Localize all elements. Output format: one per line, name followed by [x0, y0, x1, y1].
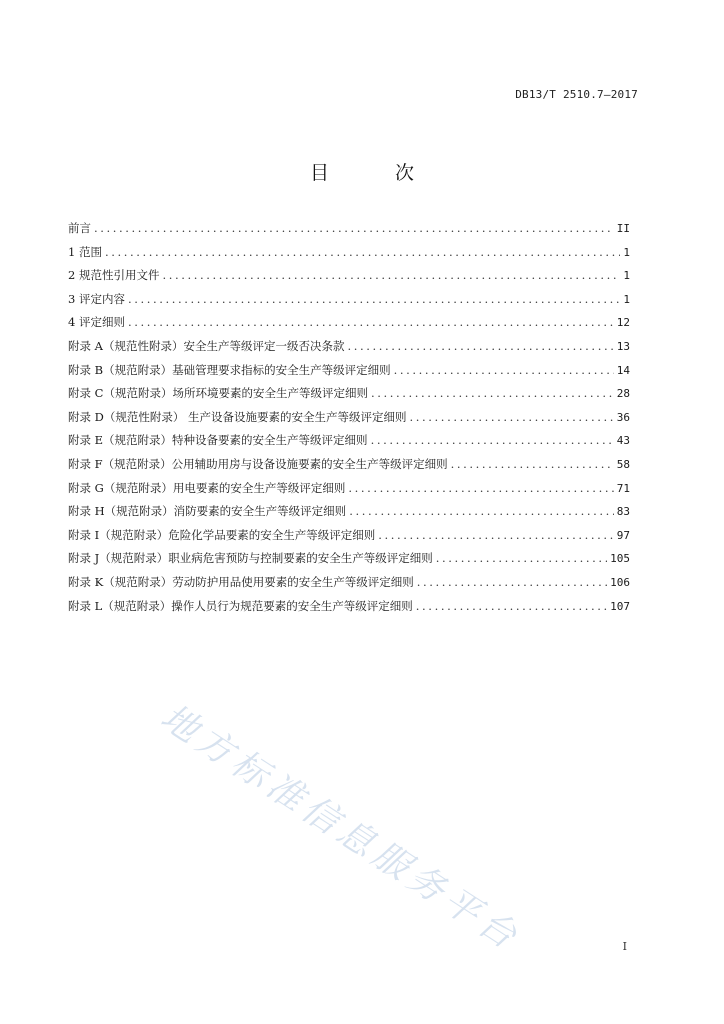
page-number: I — [622, 940, 627, 953]
toc-entry-page: 71 — [616, 481, 630, 495]
toc-entry-page: 97 — [616, 528, 630, 542]
toc-entry-label: 附录 G（规范附录）用电要素的安全生产等级评定细则 — [68, 480, 346, 495]
toc-entry-page: 36 — [616, 410, 630, 424]
toc-entry-label: 附录 L（规范附录）操作人员行为规范要素的安全生产等级评定细则 — [68, 598, 413, 613]
toc-dot-leader — [416, 597, 607, 615]
toc-entry-page: 1 — [623, 269, 630, 283]
toc-dot-leader — [348, 479, 613, 497]
toc-dot-leader — [451, 455, 614, 473]
toc-entry[interactable] — [68, 597, 630, 621]
toc-entry-label: 附录 A（规范性附录）安全生产等级评定一级否决条款 — [68, 338, 345, 353]
toc-entry[interactable] — [68, 290, 630, 314]
toc-entry-label: 3 评定内容 — [68, 291, 125, 306]
toc-entry[interactable] — [68, 573, 630, 597]
toc-dot-leader — [410, 408, 614, 426]
toc-entry[interactable] — [68, 431, 630, 455]
toc-entry-page: 105 — [610, 552, 630, 566]
toc-entry-label: 附录 I（规范附录）危险化学品要素的安全生产等级评定细则 — [68, 527, 376, 542]
toc-entry-label: 4 评定细则 — [68, 315, 125, 330]
toc-dot-leader — [371, 431, 614, 449]
page-title: 目 次 — [309, 162, 445, 184]
toc-entry-page: 43 — [616, 434, 630, 448]
toc-entry-page: 83 — [616, 505, 630, 519]
toc-entry[interactable] — [68, 549, 630, 573]
toc-entry[interactable] — [68, 526, 630, 550]
toc-entry-label: 附录 C（规范附录）场所环境要素的安全生产等级评定细则 — [68, 386, 368, 401]
toc-dot-leader — [347, 337, 613, 355]
toc-entry-label: 附录 D（规范性附录） 生产设备设施要素的安全生产等级评定细则 — [68, 409, 407, 424]
toc-entry[interactable] — [68, 266, 630, 290]
toc-entry[interactable] — [68, 479, 630, 503]
toc-dot-leader — [162, 266, 620, 284]
toc-dot-leader — [94, 219, 614, 237]
toc-entry-page: 106 — [610, 575, 630, 589]
toc-entry[interactable] — [68, 384, 630, 408]
toc-dot-leader — [436, 549, 607, 567]
toc-entry-label: 前言 — [68, 221, 91, 235]
toc-entry-label: 附录 J（规范附录）职业病危害预防与控制要素的安全生产等级评定细则 — [68, 551, 433, 566]
watermark: 地方标准信息服务平台 — [153, 696, 528, 960]
toc-entry-page: 12 — [616, 316, 630, 330]
toc-entry[interactable] — [68, 408, 630, 432]
toc-entry-page: 58 — [616, 457, 630, 471]
toc-entry-page: 13 — [616, 339, 630, 353]
toc-dot-leader — [128, 313, 614, 331]
toc-entry-label: 附录 E（规范附录）特种设备要素的安全生产等级评定细则 — [68, 433, 368, 448]
toc-entry-page: 14 — [616, 363, 630, 377]
toc-entry[interactable] — [68, 243, 630, 267]
toc-dot-leader — [349, 502, 614, 520]
toc-entry[interactable] — [68, 337, 630, 361]
toc-dot-leader — [371, 384, 614, 402]
document-code: DB13/T 2510.7—2017 — [515, 88, 638, 101]
toc-entry-page: 1 — [623, 245, 630, 259]
toc-entry-page: II — [616, 222, 630, 235]
toc-entry[interactable] — [68, 502, 630, 526]
toc-entry-page: 1 — [623, 292, 630, 306]
toc-entry-label: 附录 F（规范附录）公用辅助用房与设备设施要素的安全生产等级评定细则 — [68, 456, 448, 471]
toc-entry[interactable] — [68, 455, 630, 479]
toc-entry-label: 附录 H（规范附录）消防要素的安全生产等级评定细则 — [68, 504, 347, 519]
toc-entry-page: 107 — [610, 599, 630, 613]
toc-dot-leader — [394, 361, 614, 379]
toc-entry-label: 2 规范性引用文件 — [68, 268, 160, 283]
toc-entry-label: 附录 B（规范附录）基础管理要求指标的安全生产等级评定细则 — [68, 362, 391, 377]
toc-entry-page: 28 — [616, 387, 630, 401]
table-of-contents — [68, 219, 630, 620]
toc-entry[interactable] — [68, 361, 630, 385]
toc-dot-leader — [105, 243, 620, 261]
toc-entry[interactable] — [68, 219, 630, 243]
toc-entry-label: 1 范围 — [68, 244, 102, 259]
toc-dot-leader — [378, 526, 614, 544]
toc-dot-leader — [417, 573, 607, 591]
toc-dot-leader — [128, 290, 620, 308]
toc-entry[interactable] — [68, 313, 630, 337]
toc-entry-label: 附录 K（规范附录）劳动防护用品使用要素的安全生产等级评定细则 — [68, 574, 414, 589]
